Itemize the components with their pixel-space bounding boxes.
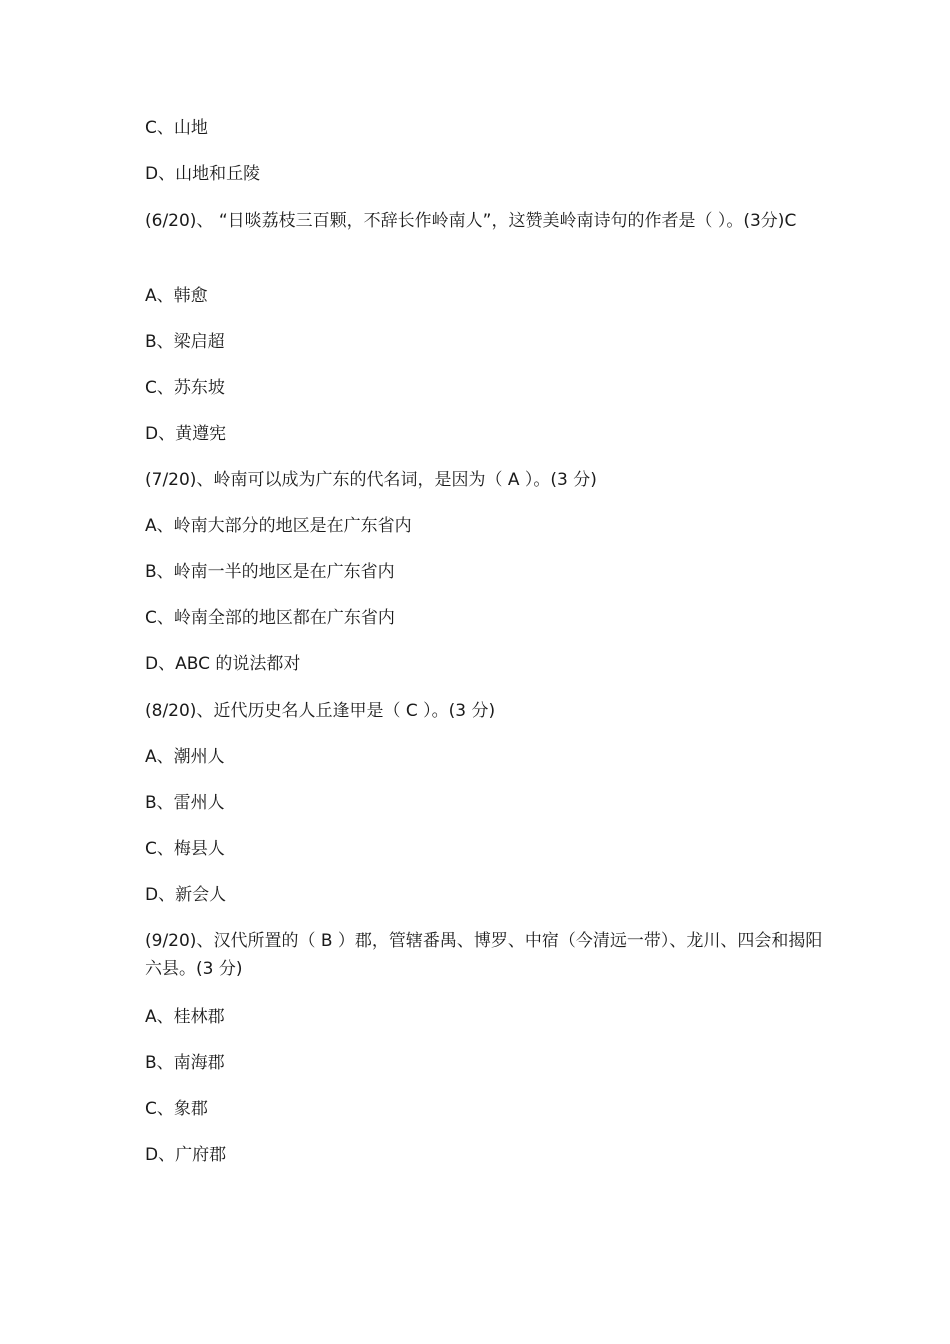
- option-a-q7: A、岭南大部分的地区是在广东省内: [145, 516, 412, 536]
- option-b-q8: B、雷州人: [145, 793, 225, 813]
- question-8: (8/20)、近代历史名人丘逢甲是（ C ）。(3 分): [145, 701, 496, 721]
- option-b-q9: B、南海郡: [145, 1053, 225, 1073]
- option-d-q7: D、ABC 的说法都对: [145, 654, 301, 674]
- question-7: (7/20)、岭南可以成为广东的代名词，是因为（ A ）。(3 分): [145, 470, 597, 490]
- option-c-q7: C、岭南全部的地区都在广东省内: [145, 608, 395, 628]
- option-c-q5: C、山地: [145, 118, 208, 138]
- option-b-q6: B、梁启超: [145, 332, 225, 352]
- option-c-q9: C、象郡: [145, 1099, 208, 1119]
- option-d-q8: D、新会人: [145, 885, 227, 905]
- option-d-q9: D、广府郡: [145, 1145, 227, 1165]
- option-d-q5: D、山地和丘陵: [145, 164, 261, 184]
- option-a-q8: A、潮州人: [145, 747, 225, 767]
- option-a-q9: A、桂林郡: [145, 1007, 225, 1027]
- option-c-q8: C、梅县人: [145, 839, 225, 859]
- option-a-q6: A、韩愈: [145, 286, 208, 306]
- option-c-q6: C、苏东坡: [145, 378, 225, 398]
- question-9: (9/20)、汉代所置的（ B ）郡，管辖番禺、博罗、中宿（今清远一带）、龙川、四会和揭阳六县。(3 分): [145, 931, 823, 979]
- option-b-q7: B、岭南一半的地区是在广东省内: [145, 562, 395, 582]
- option-d-q6: D、黄遵宪: [145, 424, 227, 444]
- question-6: (6/20)、 “日啖荔枝三百颗，不辞长作岭南人”，这赞美岭南诗句的作者是（ ）。(3分)C: [145, 211, 797, 231]
